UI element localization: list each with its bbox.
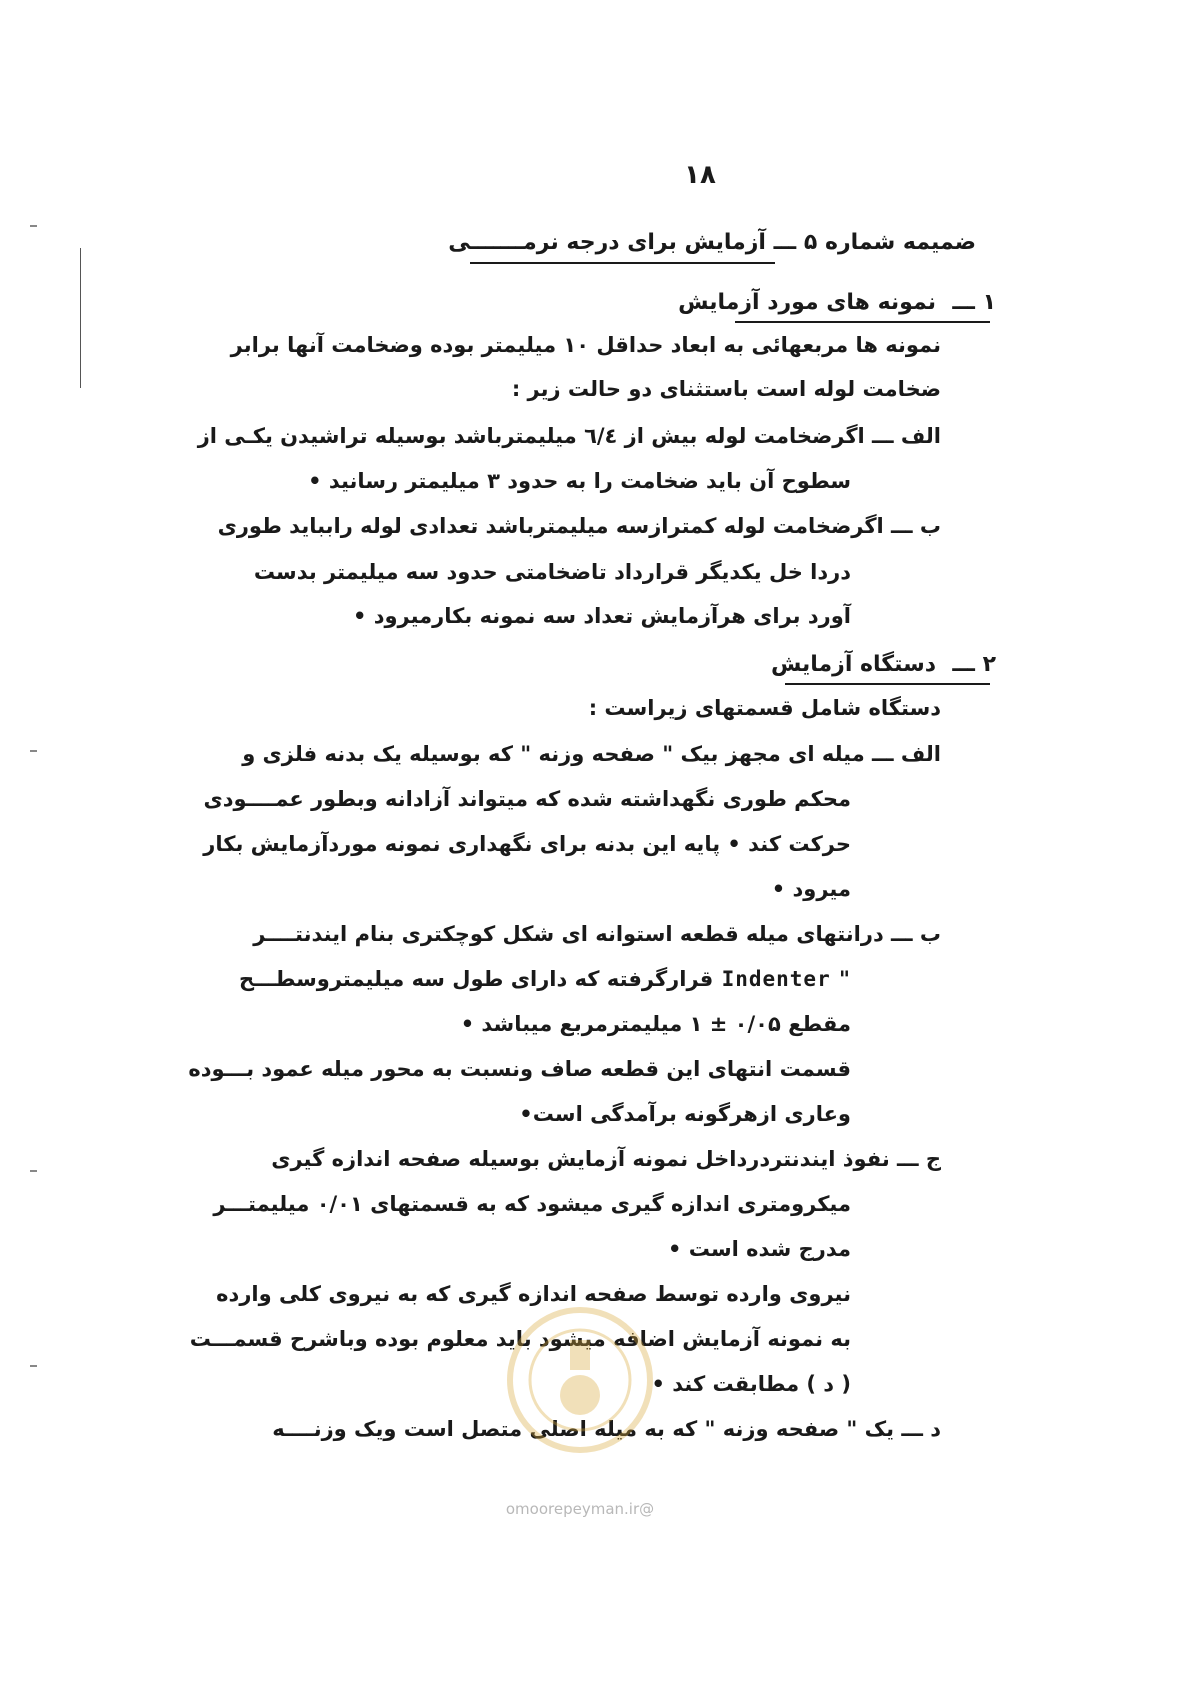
section-1-number: ۱ ـــ [952, 290, 996, 315]
scan-tick [30, 225, 37, 227]
list-item-alef-cont: میرود • [771, 877, 851, 901]
title-underline [470, 262, 775, 264]
scan-tick [30, 1365, 37, 1367]
section-2-number: ۲ ـــ [952, 652, 996, 677]
scan-tick [30, 1170, 37, 1172]
indenter-term: Indenter [721, 967, 831, 991]
quote-mark: " [839, 967, 851, 991]
list-item-be-cont-with-latin [239, 967, 851, 991]
paragraph-line: نمونه ها مربعهائی به ابعاد حداقل ۱۰ میلیمتر بوده وضخامت آنها برابر [230, 333, 941, 357]
list-item-alef: الف ـــ اگرضخامت لوله بیش از ٦/٤ میلیمترباشد بوسیله تراشیدن یکـی از [197, 424, 941, 448]
list-item-dal: د ـــ یک " صفحه وزنه " که به میله اصلی متصل است ویک وزنــــه [272, 1417, 941, 1441]
list-item-alef-cont: سطوح آن باید ضخامت را به حدود ۳ میلیمتر رسانید • [308, 469, 851, 493]
watermark-logo-icon [500, 1300, 660, 1460]
list-item-jim: ج ـــ نفوذ ایندنتردرداخل نمونه آزمایش بوسیله صفحه اندازه گیری [271, 1147, 941, 1171]
section-1-underline [735, 321, 990, 323]
list-item-jim-cont: میکرومتری اندازه گیری میشود که به قسمتهای ۰/۰۱ میلیمتـــر [213, 1192, 851, 1216]
page-title: ضمیمه شماره ۵ ـــ آزمایش برای درجه نرمـــــــی [448, 230, 976, 255]
list-item-jim-cont: نیروی وارده توسط صفحه اندازه گیری که به نیروی کلی وارده [216, 1282, 851, 1306]
list-item-be-cont: دردا خل یکدیگر قرارداد تاضخامتی حدود سه میلیمتر بدست [253, 560, 851, 584]
scan-tick [30, 750, 37, 752]
section-1-heading: نمونه های مورد آزمایش [678, 290, 936, 315]
list-item-be-cont: آورد برای هرآزمایش تعداد سه نمونه بکارمیرود • [352, 604, 851, 628]
list-item-jim-cont: مدرج شده است • [668, 1237, 851, 1261]
list-item-be: ب ـــ درانتهای میله قطعه استوانه ای شکل کوچکتری بنام ایندنتــــر [253, 922, 941, 946]
paragraph-line: دستگاه شامل قسمتهای زیراست : [588, 696, 941, 720]
list-item-be-cont: مقطع ۰/۰۵ ± ۱ میلیمترمربع میباشد • [460, 1012, 851, 1036]
list-item-be: ب ـــ اگرضخامت لوله کمترازسه میلیمترباشد تعدادی لوله رابباید طوری [217, 514, 941, 538]
list-item-be-cont: قسمت انتهای این قطعه صاف ونسبت به محور میله عمود بـــوده [188, 1057, 851, 1081]
watermark-text: @omoorepeyman.ir [505, 1500, 655, 1518]
list-item-be-cont: وعاری ازهرگونه برآمدگی است• [519, 1102, 851, 1126]
list-item-alef: الف ـــ میله ای مجهز بیک " صفحه وزنه " که بوسیله یک بدنه فلزی و [242, 742, 941, 766]
section-2-heading: دستگاه آزمایش [770, 652, 936, 677]
list-item-alef-cont: محکم طوری نگهداشته شده که میتواند آزادانه وبطور عمــــودی [203, 787, 851, 811]
scan-margin-line [80, 248, 81, 388]
list-item-jim-cont: به نمونه آزمایش اضافه میشود باید معلوم بوده وباشرح قسمـــت [189, 1327, 851, 1351]
list-item-alef-cont: حرکت کند • پایه این بدنه برای نگهداری نمونه موردآزمایش بکار [203, 832, 851, 856]
page-number: ۱۸ [684, 160, 716, 190]
paragraph-line: ضخامت لوله است باستثنای دو حالت زیر : [511, 377, 941, 401]
list-item-jim-cont: ( د ) مطابقت کند • [651, 1372, 851, 1396]
line-text: قرارگرفته که دارای طول سه میلیمتروسطـــح [239, 967, 714, 991]
section-2-underline [785, 683, 990, 685]
